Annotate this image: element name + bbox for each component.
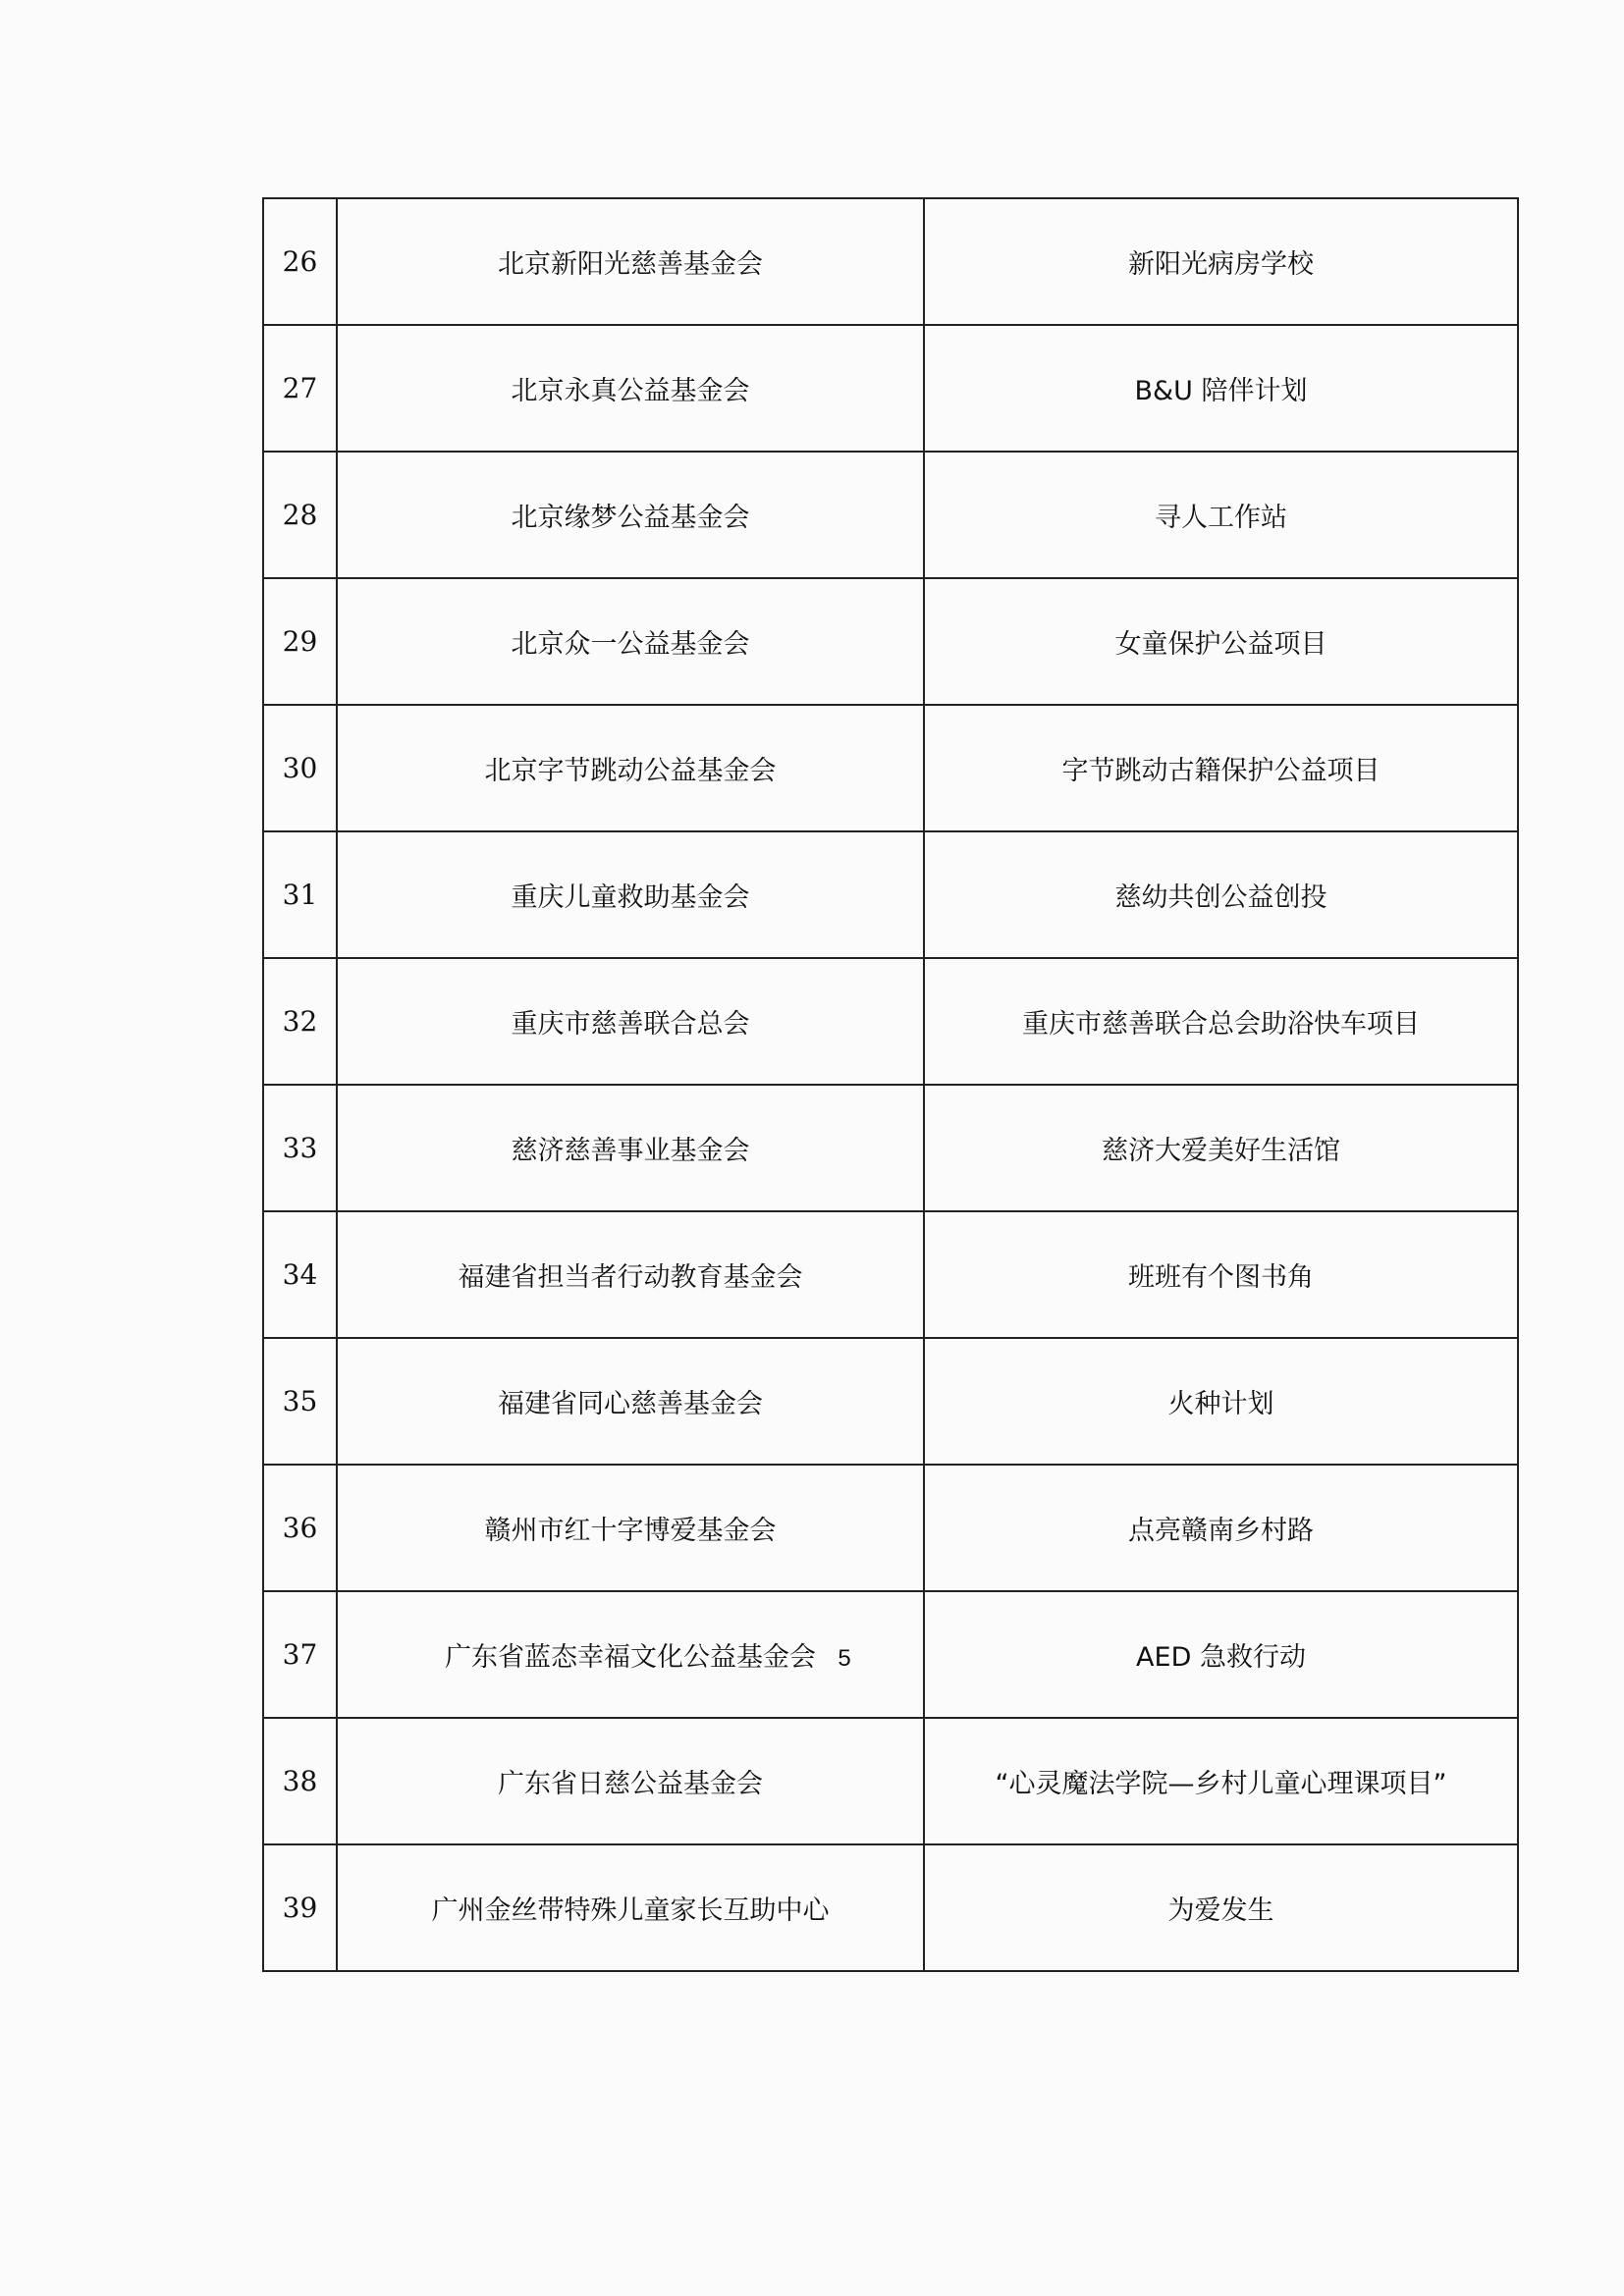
row-number: 28 bbox=[263, 452, 337, 578]
table-row bbox=[263, 578, 1518, 705]
table-row bbox=[263, 325, 1518, 452]
table-row bbox=[263, 1211, 1518, 1338]
organization-name: 北京新阳光慈善基金会 bbox=[337, 198, 924, 325]
organization-name: 广州金丝带特殊儿童家长互助中心 bbox=[337, 1844, 924, 1971]
organization-name: 慈济慈善事业基金会 bbox=[337, 1085, 924, 1211]
project-name: 慈幼共创公益创投 bbox=[924, 831, 1518, 958]
table-row bbox=[263, 1718, 1518, 1844]
row-number: 36 bbox=[263, 1465, 337, 1591]
project-name: 新阳光病房学校 bbox=[924, 198, 1518, 325]
organization-name: 北京永真公益基金会 bbox=[337, 325, 924, 452]
project-name: 为爱发生 bbox=[924, 1844, 1518, 1971]
row-number: 26 bbox=[263, 198, 337, 325]
project-name: B&U 陪伴计划 bbox=[924, 325, 1518, 452]
table-row bbox=[263, 1338, 1518, 1465]
table-row bbox=[263, 958, 1518, 1085]
row-number: 34 bbox=[263, 1211, 337, 1338]
project-name: 班班有个图书角 bbox=[924, 1211, 1518, 1338]
organization-name: 赣州市红十字博爱基金会 bbox=[337, 1465, 924, 1591]
project-name: 寻人工作站 bbox=[924, 452, 1518, 578]
table-row bbox=[263, 1465, 1518, 1591]
organization-name: 北京字节跳动公益基金会 bbox=[337, 705, 924, 831]
project-name: 点亮赣南乡村路 bbox=[924, 1465, 1518, 1591]
table-row bbox=[263, 831, 1518, 958]
table-row bbox=[263, 452, 1518, 578]
project-name: “心灵魔法学院—乡村儿童心理课项目” bbox=[924, 1718, 1518, 1844]
row-number: 32 bbox=[263, 958, 337, 1085]
row-number: 30 bbox=[263, 705, 337, 831]
table-row bbox=[263, 198, 1518, 325]
organization-name: 北京缘梦公益基金会 bbox=[337, 452, 924, 578]
row-number: 39 bbox=[263, 1844, 337, 1971]
table-row bbox=[263, 1085, 1518, 1211]
row-number: 29 bbox=[263, 578, 337, 705]
organization-name: 重庆儿童救助基金会 bbox=[337, 831, 924, 958]
project-name: 重庆市慈善联合总会助浴快车项目 bbox=[924, 958, 1518, 1085]
organization-name: 重庆市慈善联合总会 bbox=[337, 958, 924, 1085]
organization-name: 福建省同心慈善基金会 bbox=[337, 1338, 924, 1465]
row-number: 38 bbox=[263, 1718, 337, 1844]
project-name: 字节跳动古籍保护公益项目 bbox=[924, 705, 1518, 831]
organization-name: 福建省担当者行动教育基金会 bbox=[337, 1211, 924, 1338]
organization-name: 广东省蓝态幸福文化公益基金会 bbox=[337, 1591, 924, 1718]
organization-name: 广东省日慈公益基金会 bbox=[337, 1718, 924, 1844]
row-number: 31 bbox=[263, 831, 337, 958]
organization-name: 北京众一公益基金会 bbox=[337, 578, 924, 705]
project-name: 慈济大爱美好生活馆 bbox=[924, 1085, 1518, 1211]
organization-table bbox=[262, 197, 1519, 1972]
row-number: 33 bbox=[263, 1085, 337, 1211]
row-number: 37 bbox=[263, 1591, 337, 1718]
table-row bbox=[263, 705, 1518, 831]
row-number: 27 bbox=[263, 325, 337, 452]
page-number: 5 bbox=[838, 1645, 851, 1672]
project-name: AED 急救行动 bbox=[924, 1591, 1518, 1718]
row-number: 35 bbox=[263, 1338, 337, 1465]
project-name: 女童保护公益项目 bbox=[924, 578, 1518, 705]
table-row bbox=[263, 1844, 1518, 1971]
project-name: 火种计划 bbox=[924, 1338, 1518, 1465]
